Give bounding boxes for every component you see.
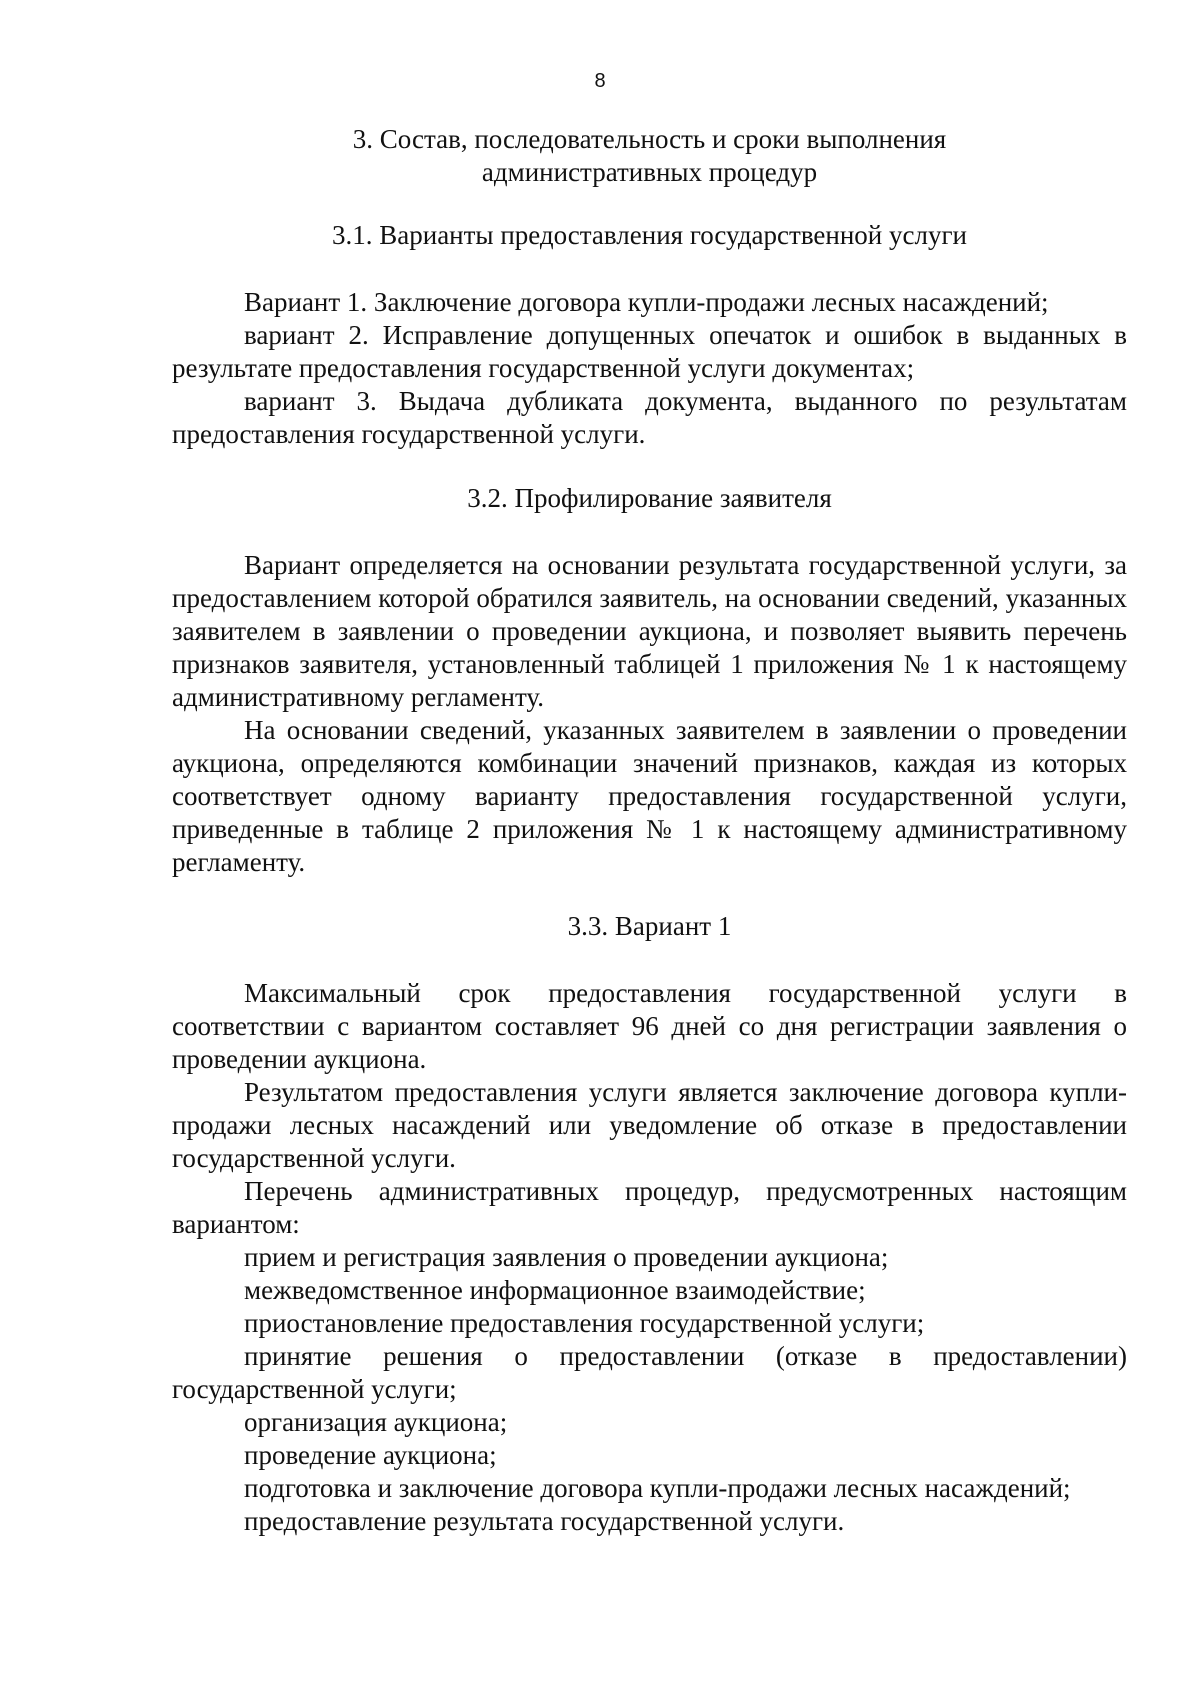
section-3-3-heading: 3.3. Вариант 1 (567, 911, 732, 941)
section-3-3-paragraph-3: Перечень административных процедур, предусмотренных настоящим вариантом: (172, 1176, 1127, 1239)
section-3-1-paragraph-2: вариант 2. Исправление допущенных опечаток и ошибок в выданных в результате предоставления государственной услуги документах; (172, 320, 1127, 383)
procedure-list-item: прием и регистрация заявления о проведении аукциона; (244, 1242, 889, 1272)
page-number: 8 (594, 70, 606, 92)
section-3-1-heading: 3.1. Варианты предоставления государственной услуги (332, 220, 967, 250)
section-3-2-paragraph-1: Вариант определяется на основании результата государственной услуги, за предоставлением которой обратился заявитель, на основании сведений, указанных заявителем в заявлении о проведении аукциона, и позволяет выявить перечень признаков заявителя, установленный таблицей 1 приложения № 1 к настоящему административному регламенту. (172, 550, 1127, 712)
section-3-1-paragraph-1: Вариант 1. Заключение договора купли-продажи лесных насаждений; (244, 287, 1049, 317)
section-3-title-line-1: 3. Состав, последовательность и сроки выполнения (352, 124, 947, 154)
procedure-list-item: приостановление предоставления государственной услуги; (244, 1308, 925, 1338)
section-3-title-line-2: административных процедур (481, 157, 818, 187)
document-body (172, 123, 1127, 1538)
procedure-list-item: предоставление результата государственной услуги. (244, 1506, 845, 1536)
section-3-3-paragraph-2: Результатом предоставления услуги является заключение договора купли-продажи лесных насаждений или уведомление об отказе в предоставлении государственной услуги. (172, 1077, 1127, 1173)
procedure-list-item: принятие решения о предоставлении (отказе в предоставлении) государственной услуги; (172, 1341, 1127, 1404)
procedure-list-item: межведомственное информационное взаимодействие; (244, 1275, 866, 1305)
procedure-list-item: подготовка и заключение договора купли-продажи лесных насаждений; (244, 1473, 1071, 1503)
section-3-2-paragraph-2: На основании сведений, указанных заявителем в заявлении о проведении аукциона, определяются комбинации значений признаков, каждая из которых соответствует одному варианту предоставления государственной услуги, приведенные в таблице 2 приложения № 1 к настоящему административному регламенту. (172, 715, 1127, 877)
procedure-list-item: проведение аукциона; (244, 1440, 497, 1470)
section-3-3-paragraph-1: Максимальный срок предоставления государственной услуги в соответствии с вариантом составляет 96 дней со дня регистрации заявления о проведении аукциона. (172, 978, 1127, 1074)
section-3-2-heading: 3.2. Профилирование заявителя (467, 483, 832, 513)
section-3-heading (172, 123, 1127, 189)
section-3-1-paragraph-3: вариант 3. Выдача дубликата документа, выданного по результатам предоставления государственной услуги. (172, 386, 1127, 449)
procedure-list-item: организация аукциона; (244, 1407, 508, 1437)
